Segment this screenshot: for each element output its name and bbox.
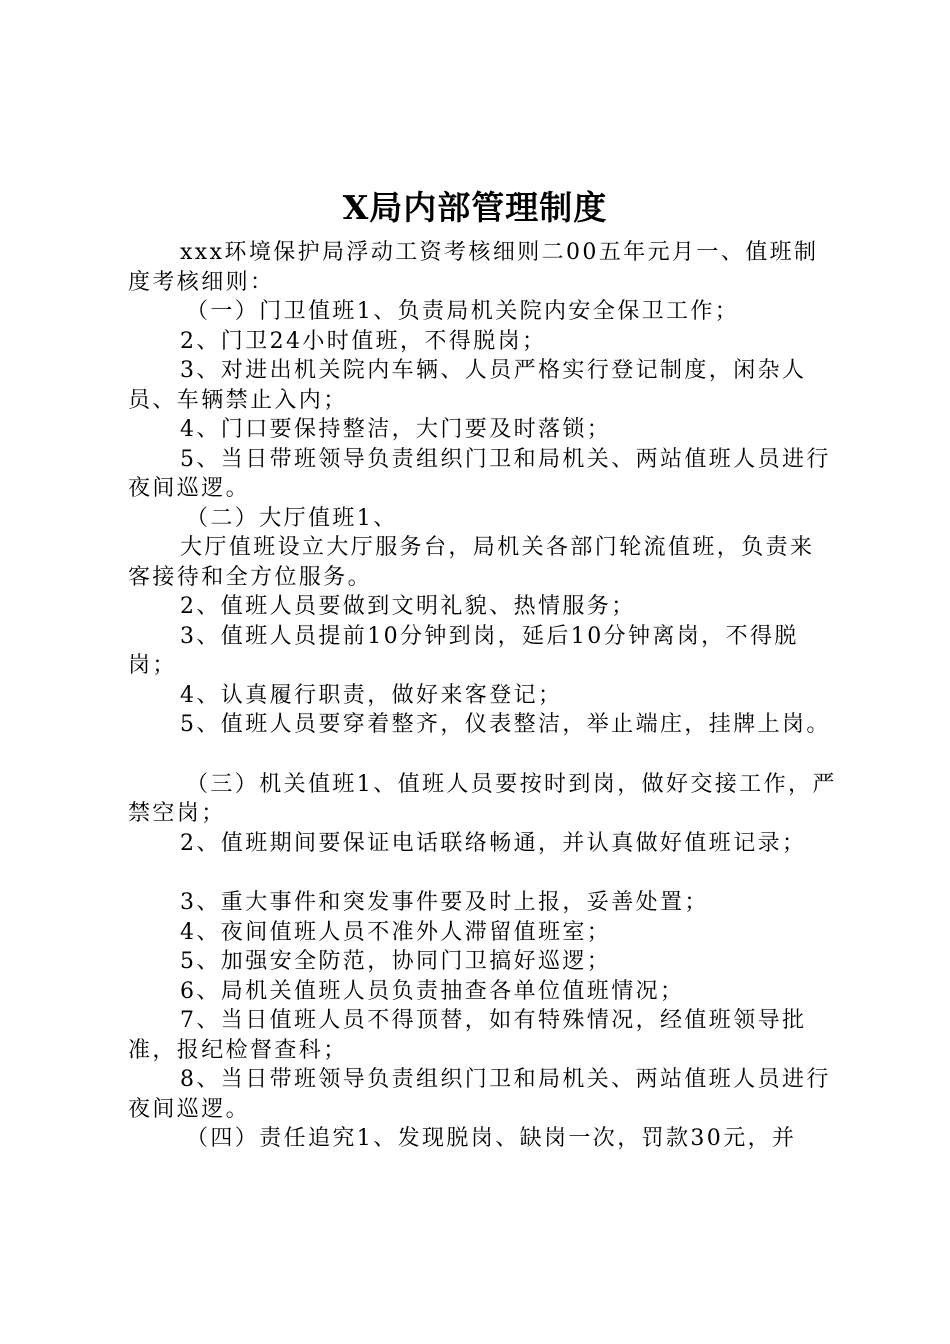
paragraph-section-3: （三）机关值班1、值班人员要按时到岗，做好交接工作，严禁空岗； [128, 771, 837, 826]
paragraph: 5、加强安全防范，协同门卫搞好巡逻； [180, 949, 612, 974]
paragraph: 4、门口要保持整洁，大门要及时落锁； [180, 417, 612, 442]
paragraph: 6、局机关值班人员负责抽查各单位值班情况； [180, 978, 685, 1004]
paragraph: 8、当日带班领导负责组织门卫和局机关、两站值班人员进行夜间巡逻。 [128, 1067, 831, 1122]
paragraph: 3、对进出机关院内车辆、人员严格实行登记制度，闲杂人员、车辆禁止入内； [128, 358, 807, 413]
paragraph: 7、当日值班人员不得顶替，如有特殊情况，经值班领导批准，报纪检督查科； [128, 1008, 807, 1063]
paragraph: 4、夜间值班人员不准外人滞留值班室； [180, 919, 612, 945]
paragraph-intro: xxx环境保护局浮动工资考核细则二00五年元月一、值班制度考核细则： [128, 240, 819, 295]
paragraph-section-1: （一）门卫值班1、负责局机关院内安全保卫工作； [186, 299, 740, 324]
paragraph: 3、重大事件和突发事件要及时上报，妥善处置； [180, 890, 709, 915]
paragraph: 2、值班期间要保证电话联络畅通，并认真做好值班记录； [180, 830, 807, 856]
paragraph-section-2: （二）大厅值班1、 [186, 505, 398, 531]
paragraph: 4、认真履行职责，做好来客登记； [180, 682, 563, 708]
document-title: X局内部管理制度 [342, 188, 608, 227]
paragraph: 5、当日带班领导负责组织门卫和局机关、两站值班人员进行夜间巡逻。 [128, 446, 831, 501]
document-body [128, 238, 838, 1154]
paragraph: 2、值班人员要做到文明礼貌、热情服务； [180, 594, 636, 619]
paragraph: 5、值班人员要穿着整齐，仪表整洁，举止端庄，挂牌上岗。 [180, 712, 831, 737]
paragraph: 大厅值班设立大厅服务台，局机关各部门轮流值班，负责来客接待和全方位服务。 [128, 535, 815, 590]
paragraph: 3、值班人员提前10分钟到岗，延后10分钟离岗，不得脱岗； [128, 623, 799, 678]
paragraph: 2、门卫24小时值班，不得脱岗； [180, 328, 547, 354]
paragraph-section-4: （四）责任追究1、发现脱岗、缺岗一次，罚款30元，并 [186, 1126, 797, 1151]
